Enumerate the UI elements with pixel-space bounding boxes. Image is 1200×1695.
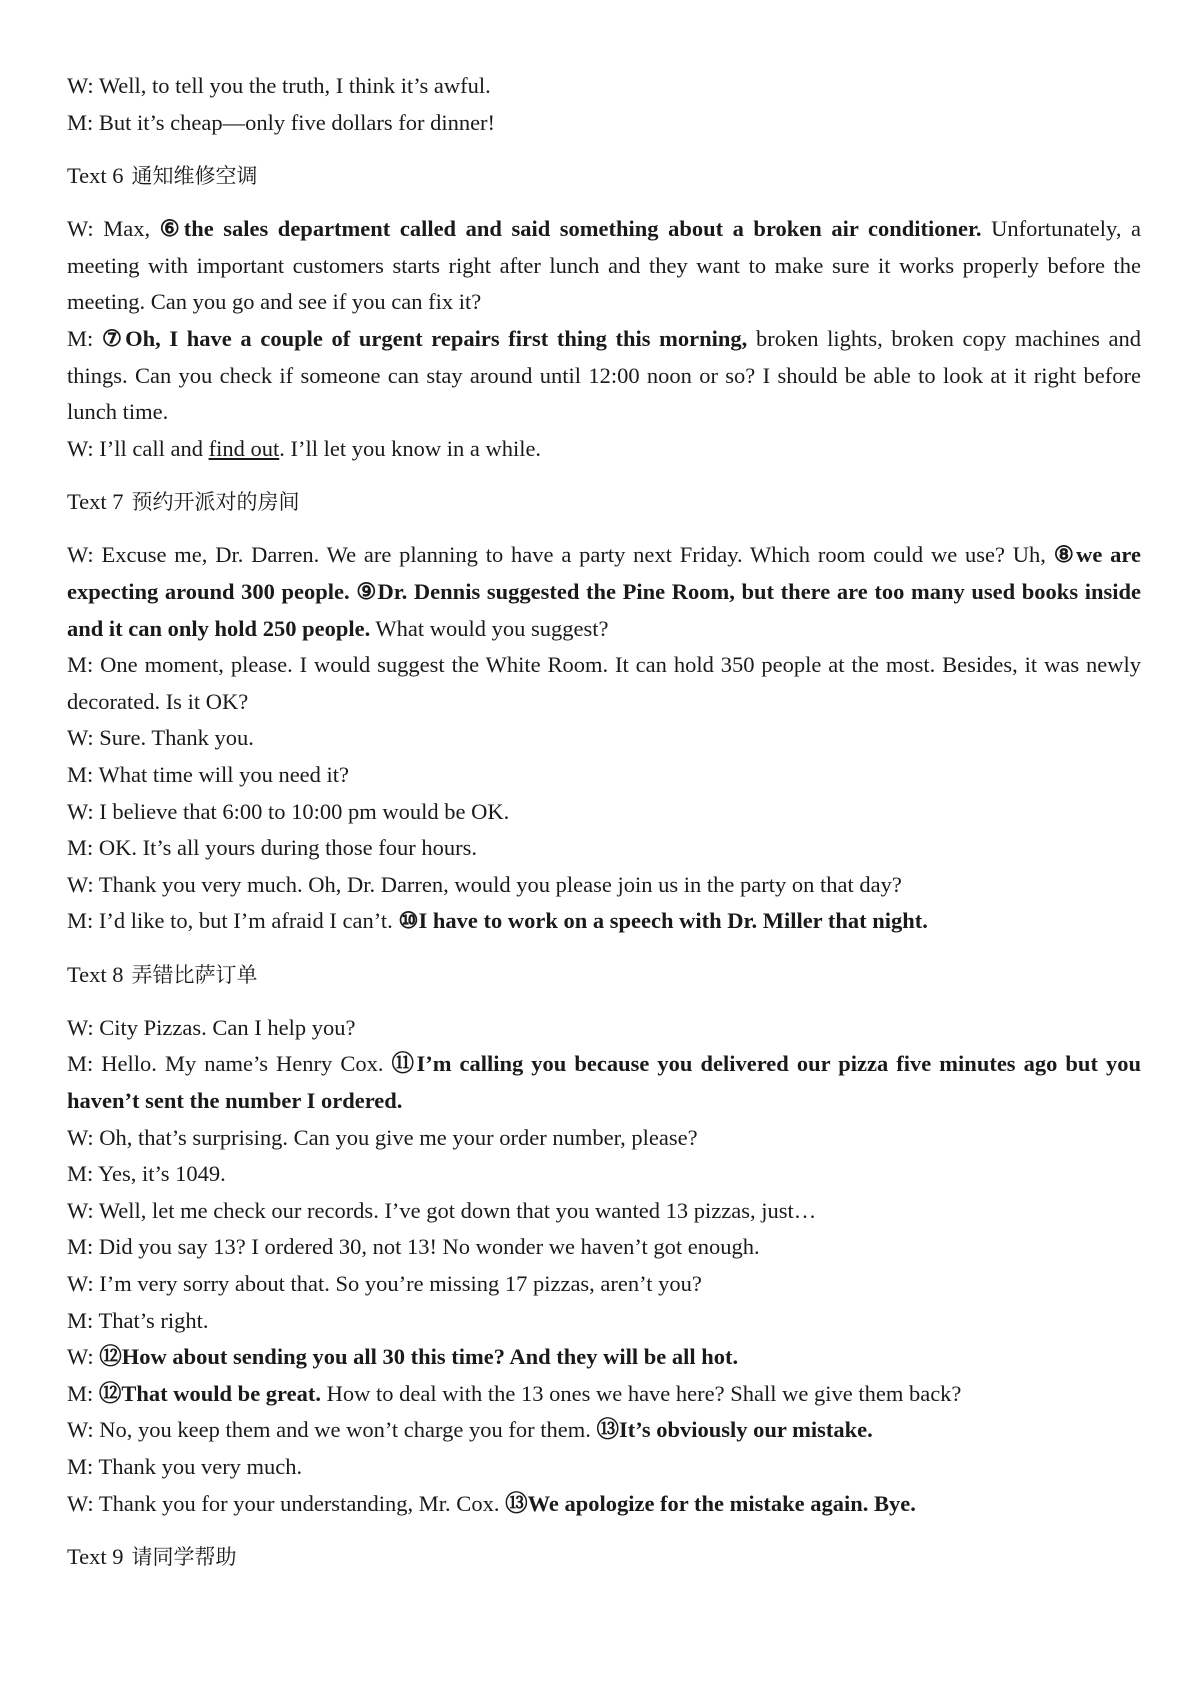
section-label: Text 9 xyxy=(67,1544,124,1570)
key-sentence: ⑫How about sending you all 30 this time? And they will be all hot. xyxy=(99,1344,739,1370)
document-page xyxy=(67,68,1141,1592)
dialogue-line: M: That’s right. xyxy=(67,1307,209,1333)
key-sentence: ⑪I’m calling you because you delivered our pizza five minutes ago but you haven’t sent the number I ordered. xyxy=(67,1051,1142,1114)
key-sentence: ⑩I have to work on a speech with Dr. Miller that night. xyxy=(398,908,928,934)
section-label: Text 8 xyxy=(67,961,124,987)
section-title-cn: 预约开派对的房间 xyxy=(131,490,300,515)
dialogue-text: M: Hello. My name’s Henry Cox. xyxy=(67,1051,392,1077)
dialogue-text: What would you suggest? xyxy=(370,615,609,641)
section-heading-text6 xyxy=(67,158,1141,194)
text5-line-2: M: But it’s cheap—only five dollars for dinner! xyxy=(67,109,496,135)
dialogue-line xyxy=(67,1412,1141,1449)
dialogue-line: W: I’m very sorry about that. So you’re missing 17 pizzas, aren’t you? xyxy=(67,1271,702,1297)
key-sentence: ⑬We apologize for the mistake again. Bye. xyxy=(505,1490,916,1516)
key-sentence: ⑦Oh, I have a couple of urgent repairs first thing this morning, xyxy=(101,325,748,351)
dialogue-text: W: xyxy=(67,1344,100,1370)
dialogue-line: M: One moment, please. I would suggest the White Room. It can hold 350 people at the most. Besides, it was newly decorated. Is it OK? xyxy=(67,652,1141,714)
dialogue-text: W: No, you keep them and we won’t charge you for them. xyxy=(67,1417,597,1443)
dialogue-line xyxy=(67,537,1141,647)
dialogue-line: M: Yes, it’s 1049. xyxy=(67,1161,226,1187)
dialogue-line xyxy=(67,1486,1141,1523)
underlined-phrase: find out xyxy=(208,435,280,461)
dialogue-line xyxy=(67,1339,1141,1376)
dialogue-text: W: Thank you for your understanding, Mr. Cox. xyxy=(67,1490,506,1516)
dialogue-line: M: Did you say 13? I ordered 30, not 13! No wonder we haven’t got enough. xyxy=(67,1234,760,1260)
dialogue-text: broken lights, broken copy machines and things. Can you check if someone can stay around until 12:00 noon or so? I should be able to look at it right before lunch time. xyxy=(67,325,1141,425)
dialogue-line xyxy=(67,1046,1141,1119)
key-sentence: ⑥the sales department called and said something about a broken air conditioner. xyxy=(159,216,982,242)
dialogue-text: M: I’d like to, but I’m afraid I can’t. xyxy=(67,908,399,934)
dialogue-line: W: I believe that 6:00 to 10:00 pm would be OK. xyxy=(67,798,510,824)
section-label: Text 6 xyxy=(67,163,124,189)
dialogue-line: M: Thank you very much. xyxy=(67,1454,303,1479)
section-heading-text7 xyxy=(67,484,1141,520)
section-title-cn: 请同学帮助 xyxy=(131,1545,237,1570)
dialogue-line: W: City Pizzas. Can I help you? xyxy=(67,1014,356,1040)
speaker-text: M: xyxy=(67,325,102,351)
dialogue-text: How to deal with the 13 ones we have here? Shall we give them back? xyxy=(321,1380,962,1406)
dialogue-text: Unfortunately, a meeting with important customers starts right after lunch and they want to make sure it works properly before the meeting. Can you go and see if you can fix it? xyxy=(67,216,1141,315)
dialogue-line xyxy=(67,431,1141,468)
dialogue-text: M: xyxy=(67,1380,99,1406)
section-heading-text9 xyxy=(67,1539,1141,1575)
dialogue-line: M: OK. It’s all yours during those four hours. xyxy=(67,835,477,861)
section-title-cn: 通知维修空调 xyxy=(131,164,258,189)
dialogue-line xyxy=(67,321,1141,431)
section-title-cn: 弄错比萨订单 xyxy=(131,962,258,987)
section-label: Text 7 xyxy=(67,489,124,515)
section-heading-text8 xyxy=(67,957,1141,993)
dialogue-line: M: What time will you need it? xyxy=(67,761,350,787)
key-sentence: ⑧we are expecting around 300 people. ⑨Dr. Dennis suggested the Pine Room, but there are too many used books inside and it can only hold 250 people. xyxy=(67,542,1141,641)
dialogue-line xyxy=(67,1376,1141,1413)
dialogue-line: W: Well, let me check our records. I’ve got down that you wanted 13 pizzas, just… xyxy=(67,1197,817,1223)
dialogue-line xyxy=(67,211,1141,321)
dialogue-line: W: Sure. Thank you. xyxy=(67,725,254,751)
dialogue-line xyxy=(67,903,1141,940)
dialogue-text: . I’ll let you know in a while. xyxy=(279,435,542,461)
key-sentence: ⑫That would be great. xyxy=(98,1380,321,1406)
dialogue-text: W: I’ll call and xyxy=(67,435,209,461)
dialogue-text: W: Excuse me, Dr. Darren. We are planning to have a party next Friday. Which room could we use? Uh, xyxy=(67,542,1054,568)
key-sentence: ⑬It’s obviously our mistake. xyxy=(596,1417,873,1443)
dialogue-line: W: Thank you very much. Oh, Dr. Darren, would you please join us in the party on that day? xyxy=(67,871,902,897)
speaker-text: W: Max, xyxy=(67,216,160,242)
text5-line-1: W: Well, to tell you the truth, I think it’s awful. xyxy=(67,73,491,98)
dialogue-line: W: Oh, that’s surprising. Can you give me your order number, please? xyxy=(67,1124,698,1150)
